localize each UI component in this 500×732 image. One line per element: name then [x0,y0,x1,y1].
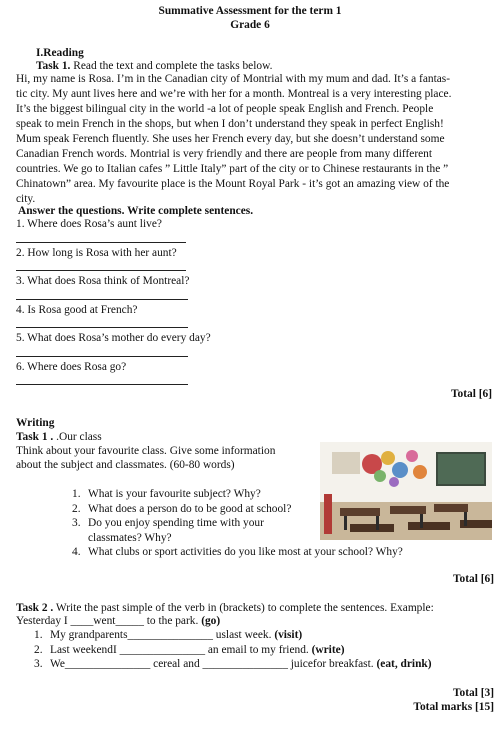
answer-line-4[interactable] [16,327,188,328]
question-1: 1. Where does Rosa’s aunt live? [16,218,162,230]
questions-heading: Answer the questions. Write complete sentences. [18,205,254,217]
writing-task2-instruction: Write the past simple of the verb in (brackets) to complete the sentences. Example: [55,602,434,614]
grade-label: Grade 6 [230,19,270,31]
reading-section-heading: I.Reading [36,47,84,59]
writing-task1-title: .Our class [56,431,102,443]
list-item: 1. What is your favourite subject? Why? [72,488,261,500]
writing-task2-label: Task 2 . [16,602,54,614]
reading-task-label: Task 1. [36,60,71,72]
question-2: 2. How long is Rosa with her aunt? [16,247,177,259]
reading-text-line: tic city. My aunt lives here and we’re with her for a month. Montreal is a very interesting place. [16,88,452,100]
answer-line-6[interactable] [16,384,188,385]
writing-task2-total: Total [3] [452,687,494,699]
document-title: Summative Assessment for the term 1 [158,5,342,17]
reading-text-line: Hi, my name is Rosa. I’m in the Canadian city of Montrial with my mum and dad. It’s a fantas- [16,73,451,85]
question-6: 6. Where does Rosa go? [16,361,127,373]
list-item: 4. What clubs or sport activities do you like most at your school? Why? [72,546,403,558]
list-item: 2. What does a person do to be good at school? [72,502,292,515]
writing-task1-label: Task 1 . [16,431,54,443]
writing-task1-prompt: Think about your favourite class. Give some information [16,445,276,457]
reading-text-line: city. [16,193,36,205]
writing-task1-line [16,430,102,445]
reading-text-line: Canadian French words. Montrial is very friendly and there are people from many different [16,148,433,160]
question-3: 3. What does Rosa think of Montreal? [16,275,190,287]
writing-task1-prompt: about the subject and classmates. (60-80 words) [16,459,235,471]
writing-task2-items [34,628,432,672]
reading-text-line: countries. We go to Italian cafes ” Little Italy” part of the city or to Chinese restaurants in the ” [16,163,449,175]
question-5: 5. What does Rosa’s mother do every day? [16,332,211,344]
list-item[interactable]: 3. We_______________ cereal and _______________ juicefor breakfast. (eat, drink) [34,658,432,670]
reading-text [16,72,492,207]
writing-task2-example: Yesterday I ____went_____ to the park. (go) [16,615,221,627]
reading-total: Total [6] [450,388,492,400]
writing-task1-total: Total [6] [452,573,494,585]
reading-task-instruction: Read the text and complete the tasks below. [73,60,273,72]
answer-line-3[interactable] [16,299,188,300]
answer-line-2[interactable] [16,270,186,271]
reading-text-line: Chinatown” area. My favourite place is the Mount Royal Park - it’s got an amazing view of the [16,178,450,190]
answer-line-1[interactable] [16,242,186,243]
question-4: 4. Is Rosa good at French? [16,304,138,316]
list-item[interactable]: 2. Last weekendI _______________ an email to my friend. (write) [34,643,345,656]
list-item: classmates? Why? [88,531,172,544]
writing-task1-questions [72,487,403,560]
list-item: 3. Do you enjoy spending time with your [72,517,264,529]
list-item[interactable]: 1. My grandparents_______________ uslast week. (visit) [34,629,303,641]
writing-section-heading: Writing [16,417,55,429]
answer-line-5[interactable] [16,356,188,357]
reading-text-line: speak to mein French in the shops, but when I don’t understand they speak in perfect English! [16,118,444,130]
reading-text-line: It’s the biggest bilingual city in the world -a lot of people speak English and French. People [16,103,434,115]
total-marks: Total marks [15] [413,701,494,713]
reading-text-line: Mum speak Ferench fluently. She uses her French every day, but she doesn’t understand some [16,133,445,145]
